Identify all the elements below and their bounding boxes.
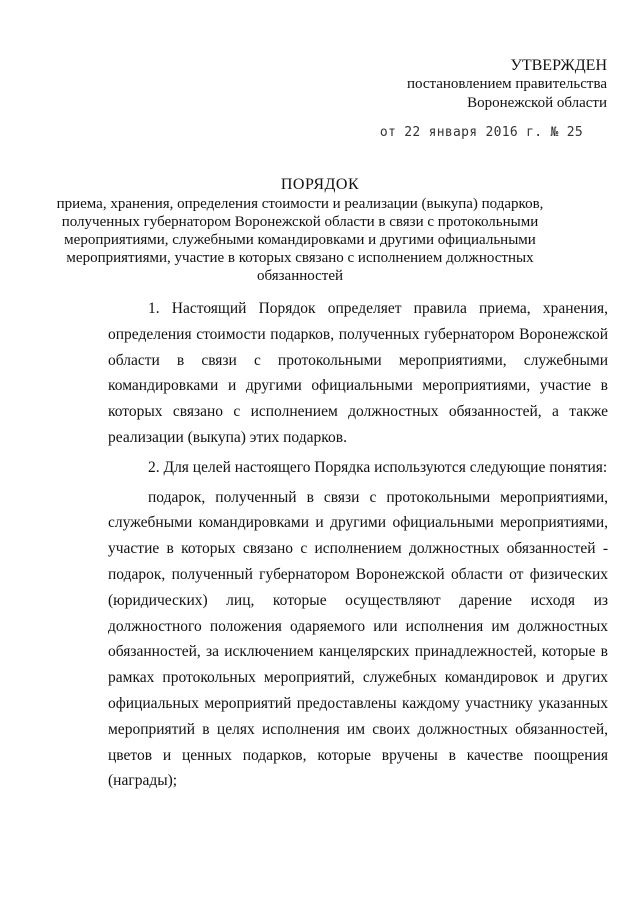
document-subtitle: приема, хранения, определения стоимости и реализации (выкупа) подарков, полученных губернатором Воронежской области в связи с протокольными мероприятиями, служебными командировками и другими официальными мероприятиями, участие в которых связано с исполнением должностных обязанностей — [56, 196, 544, 284]
approval-title: УТВЕРЖДЕН — [510, 57, 607, 74]
paragraph-2: 2. Для целей настоящего Порядка используются следующие понятия: — [148, 458, 608, 476]
document-title: ПОРЯДОК — [280, 176, 360, 193]
document-body — [108, 296, 608, 794]
paragraph-definition: подарок, полученный в связи с протокольными мероприятиями, служебными командировками и другими официальными мероприятиями, участие в которых связано с исполнением должностных обязанностей - подарок, полученный губернатором Воронежской области от физических (юридических) лиц, которые осуществляют дарение исходя из должностного положения одаряемого или исполнения им должностных обязанностей, за исключением канцелярских принадлежностей, которые в рамках протокольных мероприятий, служебных командировок и других официальных мероприятий предоставлены каждому участнику указанных мероприятий в целях исполнения им своих должностных обязанностей, цветов и ценных подарков, которые вручены в качестве поощрения (награды); — [108, 488, 608, 790]
approval-stamp — [380, 56, 607, 142]
approval-date: от 22 января 2016 г. № 25 — [379, 125, 583, 140]
approval-line-2: Воронежской области — [467, 95, 607, 111]
paragraph-1: 1. Настоящий Порядок определяет правила приема, хранения, определения стоимости подарков, полученных губернатором Воронежской области в связи с протокольными мероприятиями, служебными командировками и другими официальными мероприятиями, участие в которых связано с исполнением должностных обязанностей, а также реализации (выкупа) этих подарков. — [108, 300, 608, 446]
approval-line-1: постановлением правительства — [406, 76, 607, 92]
